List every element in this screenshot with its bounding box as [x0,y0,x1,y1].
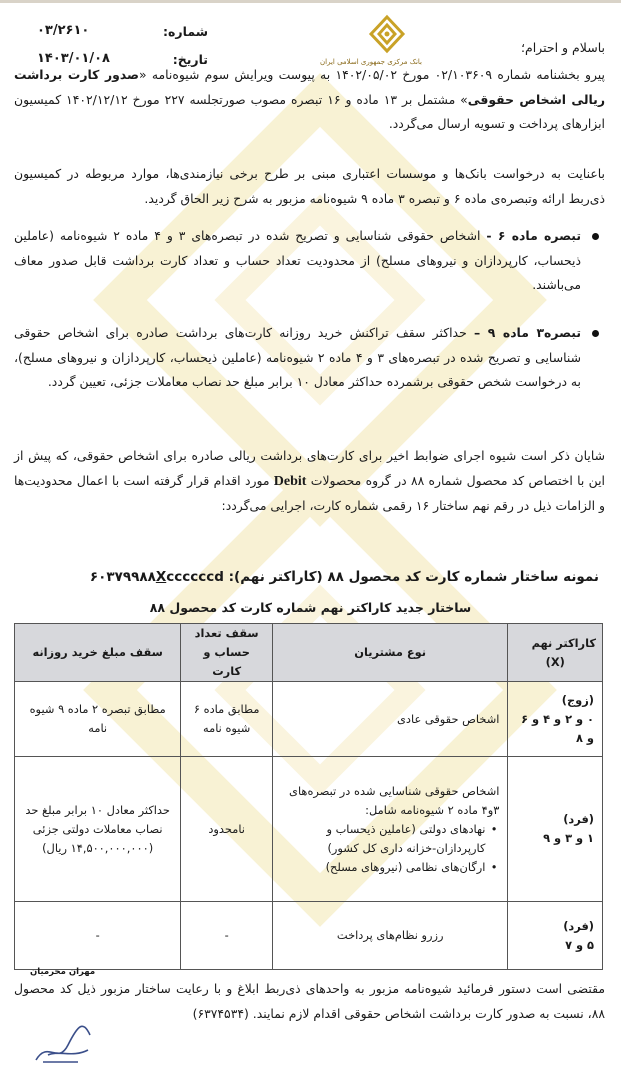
bylaw-title: صدور کارت برداشت ریالی اشخاص حقوقی [14,67,605,107]
table-title: ساختار جدید کاراکتر نهم شماره کارت کد محصول ۸۸ [149,600,472,615]
bullet-note-article-6: تبصره ماده ۶ - اشخاص حقوقی شناسایی و تصریح شده در تبصره‌های ۳ و ۴ ماده ۲ شیوه‌نامه (عاملین ذیحساب، کارپردازان و نیروهای مسلح) از محدودیت تعداد حساب و تعداد کارت برداشت قابل صدور معاف می‌باشند. [14,224,599,298]
list-item: • ارگان‌های نظامی (نیروهای مسلح) [281,858,485,877]
greeting: باسلام و احترام؛ [521,40,605,55]
bullet-dot [592,330,599,337]
table-header-row [15,624,603,682]
date-value: ۱۴۰۳/۰۱/۰۸ [37,51,110,66]
number-value: ۰۳/۲۶۱۰ [37,23,90,38]
bullet-dot [592,233,599,240]
cell-char: (زوج) ۰ و ۲ و ۴ و ۶ و ۸ [508,682,603,757]
cell-customer-type: رزرو نظام‌های پرداخت [272,902,507,970]
signer-name: مهران محرمیان [30,967,96,977]
cell-daily-limit: مطابق تبصره ۲ ماده ۹ شیوه نامه [15,682,181,757]
cell-daily-limit: حداکثر معادل ۱۰ برابر مبلغ حد نصاب معاملات دولتی جزئی (۱۴,۵۰۰,۰۰۰,۰۰۰ ریال) [15,757,181,902]
header-char: کاراکتر نهم (X) [508,624,603,682]
intro-paragraph-1: پیرو بخشنامه شماره ۰۲/۱۰۳۶۰۹ مورخ ۱۴۰۲/۰۵/۰۲ به پیوست ویرایش سوم شیوه‌نامه «صدور کارت برداشت ریالی اشخاص حقوقی» مشتمل بر ۱۳ ماده و ۱۶ تبصره مصوب صورتجلسه ۲۲۷ مورخ ۱۴۰۲/۱۲/۱۲ کمیسیون ابزارهای پرداخت و تسویه ارسال می‌گردد. [14,67,605,132]
table-row [15,902,603,970]
table-row [15,757,603,902]
cell-customer-type: اشخاص حقوقی عادی [272,682,507,757]
cell-customer-type: اشخاص حقوقی شناسایی شده در تبصره‌های ۳و۴ ماده ۲ شیوه‌نامه شامل: • نهادهای دولتی (عاملین ذیحساب و کارپردازان-خزانه داری کل کشور) • ارگان‌های نظامی (نیروهای مسلح) [272,757,507,902]
cell-count-limit: - [181,902,273,970]
number-label: شماره: [163,24,208,39]
header-customer-type: نوع مشتریان [272,624,507,682]
header-count-limit: سقف تعداد حساب و کارت [181,624,273,682]
customer-type-list [281,820,499,877]
cell-char: (فرد) ۵ و ۷ [508,902,603,970]
note-paragraph: شایان ذکر است شیوه اجرای ضوابط اخیر برای کارت‌های برداشت ریالی صادره برای اشخاص حقوقی، که پیش از این با اختصاص کد محصول شماره ۸۸ در گروه محصولات Debit مورد اقدام قرار گرفته است با اعمال محدودیت‌ها و الزامات ذیل در رقم نهم ساختار ۱۶ رقمی شماره کارت، اجرایی می‌گردد: [14,448,605,514]
cell-count-limit: نامحدود [181,757,273,902]
cell-count-limit: مطابق ماده ۶ شیوه نامه [181,682,273,757]
ninth-character-table [14,623,603,970]
cell-char: (فرد) ۱ و ۳ و ۹ [508,757,603,902]
logo-caption: بانک مرکزی جمهوری اسلامی ایران [320,58,422,66]
closing-paragraph: مقتضی است دستور فرمائید شیوه‌نامه مزبور به واحدهای ذی‌ربط ابلاغ و با رعایت ساختار مزبور ذیل کد محصول ۸۸، نسبت به صدور کارت برداشت اشخاص حقوقی اقدام لازم نمایند. (۶۳۷۴۵۳۴) [14,981,605,1021]
list-item: • نهادهای دولتی (عاملین ذیحساب و کارپردازان-خزانه داری کل کشور) [281,820,485,858]
table-row [15,682,603,757]
card-number-pattern: ۶۰۳۷۹۹۸۸Xccccccd [89,569,224,585]
bank-logo [320,14,422,68]
cell-daily-limit: - [15,902,181,970]
date-label: تاریخ: [172,52,208,67]
handwritten-signature [28,1010,98,1070]
card-structure-sample: نمونه ساختار شماره کارت کد محصول ۸۸ (کاراکتر نهم): ۶۰۳۷۹۹۸۸Xccccccd [89,569,599,585]
intro-paragraph-2: باعنایت به درخواست بانک‌ها و موسسات اعتباری مبنی بر طرح برخی نیازمندی‌ها، موارد مربوطه در کمیسیون ذی‌ربط ارائه وتبصره‌ی ماده ۶ و تبصره ۳ ماده ۹ شیوه‌نامه مزبور به شرح زیر الحاق گردید. [14,166,605,206]
bullet-note-article-9: تبصره۳ ماده ۹ – حداکثر سقف تراکنش خرید روزانه کارت‌های برداشت صادره برای اشخاص حقوقی شناسایی و تصریح شده در تبصره‌های ۳ و ۴ ماده ۲ شیوه‌نامه (عاملین ذیحساب، کارپردازان و نیروهای مسلح)، به درخواست شخص حقوقی برشمرده حداکثر معادل ۱۰ برابر مبلغ حد نصاب معاملات جزئی، تعیین گردد. [14,321,599,395]
header-daily-limit: سقف مبلغ خرید روزانه [15,624,181,682]
bank-emblem-icon [367,14,407,54]
